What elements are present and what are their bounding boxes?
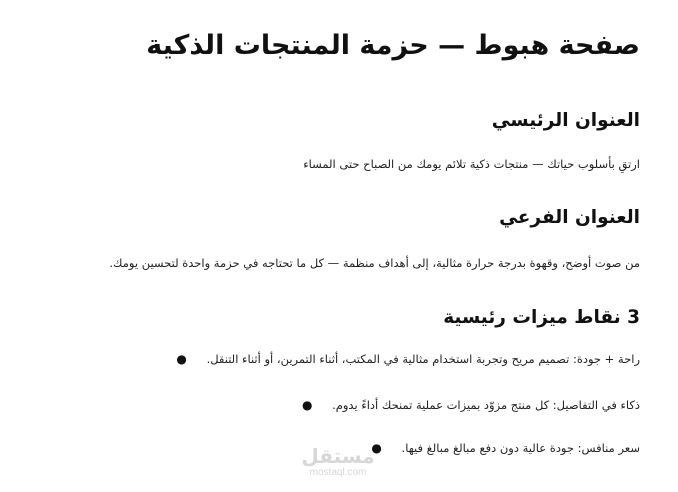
sub-heading-text: من صوت أوضح، وقهوة بدرجة حرارة مثالية، إلى أهداف منظمة — كل ما تحتاجه في حزمة واحدة لتحسين يومك.: [109, 256, 640, 270]
bullet-dot-icon: ●: [176, 352, 187, 366]
bullet-dot-icon: ●: [371, 441, 382, 455]
feature-item: [302, 398, 640, 412]
feature-item: [176, 352, 640, 366]
main-heading: العنوان الرئيسي: [491, 110, 640, 131]
page-title: صفحة هبوط — حزمة المنتجات الذكية: [146, 30, 640, 61]
watermark-site: mostaql.com: [309, 467, 367, 478]
mostaql-watermark: [296, 445, 380, 479]
feature-text: ذكاء في التفاصيل: كل منتج مزوّد بميزات عملية تمنحك أداءً يدوم.: [332, 398, 640, 412]
features-heading: 3 نقاط ميزات رئيسية: [443, 307, 640, 328]
feature-item: [371, 441, 640, 455]
feature-text: سعر منافس: جودة عالية دون دفع مبالغ مبالغ فيها.: [401, 441, 640, 455]
main-heading-text: ارتقِ بأسلوب حياتك — منتجات ذكية تلائم يومك من الصباح حتى المساء: [303, 157, 640, 171]
watermark-logo: مستقل: [301, 444, 375, 468]
bullet-dot-icon: ●: [301, 398, 313, 412]
feature-text: راحة + جودة: تصميم مريح وتجربة استخدام مثالية في المكتب، أثناء التمرين، أو أثناء التنقل.: [206, 352, 640, 366]
sub-heading: العنوان الفرعي: [499, 207, 640, 228]
